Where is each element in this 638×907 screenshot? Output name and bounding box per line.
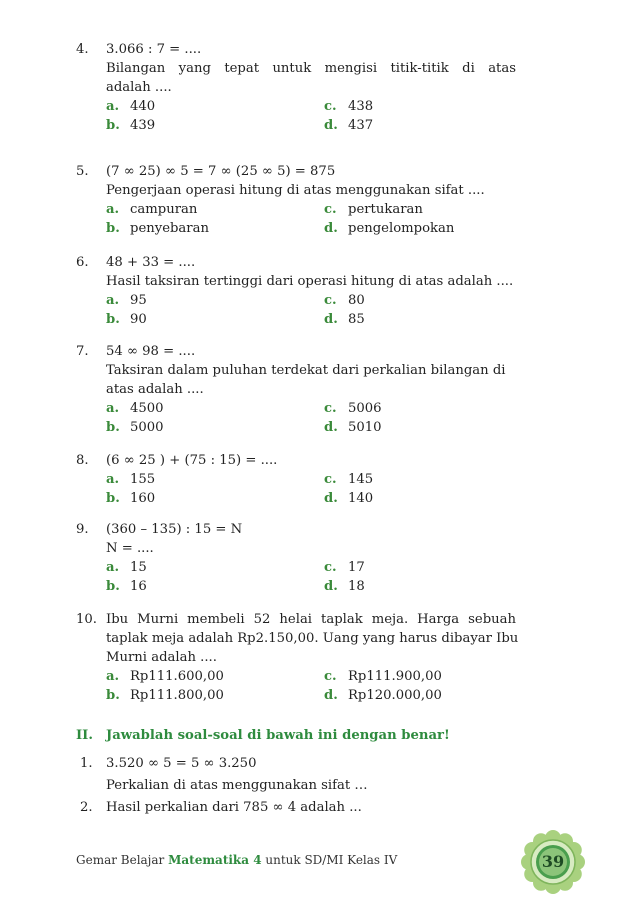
option-a: a. 95	[106, 293, 147, 308]
option-c: c. 145	[324, 472, 374, 487]
option-b: b. penyebaran	[106, 221, 209, 236]
option-c: c. 80	[324, 293, 365, 308]
question-8	[76, 451, 516, 508]
essay-text: 3.520 ∞ 5 = 5 ∞ 3.250	[106, 756, 257, 771]
question-line: Taksiran dalam puluhan terdekat dari perkalian bilangan di	[106, 363, 506, 378]
option-b: b. 16	[106, 579, 147, 594]
question-4	[76, 40, 516, 135]
options	[106, 97, 516, 135]
question-line: 48 + 33 = ....	[106, 255, 196, 270]
options	[106, 470, 516, 508]
essay-item-2	[80, 797, 510, 819]
section-heading	[76, 728, 450, 743]
question-line: (6 ∞ 25 ) + (75 : 15) = ....	[106, 453, 278, 468]
question-line: (7 ∞ 25) ∞ 5 = 7 ∞ (25 ∞ 5) = 875	[106, 164, 336, 179]
essay-number: 2.	[80, 800, 93, 815]
option-c: c. Rp111.900,00	[324, 669, 442, 684]
options	[106, 399, 516, 437]
section-number: II.	[76, 728, 93, 743]
question-number: 9.	[76, 522, 89, 537]
option-d: d. 85	[324, 312, 365, 327]
question-7	[76, 342, 516, 437]
question-number: 4.	[76, 42, 89, 57]
option-d: d. 140	[324, 491, 374, 506]
page-number: 39	[541, 852, 565, 871]
option-c: c. 5006	[324, 401, 382, 416]
option-b: b. 5000	[106, 420, 164, 435]
question-6	[76, 253, 516, 329]
option-d: d. 5010	[324, 420, 382, 435]
option-a: a. 440	[106, 99, 156, 114]
question-line: 54 ∞ 98 = ....	[106, 344, 196, 359]
options	[106, 558, 516, 596]
question-line: Hasil taksiran tertinggi dari operasi hitung di atas adalah ....	[106, 274, 514, 289]
option-d: d. pengelompokan	[324, 221, 455, 236]
option-d: d. 437	[324, 118, 374, 133]
question-line: Ibu Murni membeli 52 helai taplak meja. Harga sebuah	[106, 612, 516, 627]
question-9	[76, 520, 516, 596]
footer-subject: Matematika 4	[168, 853, 262, 867]
question-number: 5.	[76, 164, 89, 179]
option-b: b. Rp111.800,00	[106, 688, 224, 703]
question-number: 10.	[76, 612, 97, 627]
question-line: (360 – 135) : 15 = N	[106, 522, 243, 537]
question-line: Pengerjaan operasi hitung di atas menggunakan sifat ....	[106, 183, 485, 198]
question-line: Bilangan yang tepat untuk mengisi titik-titik di atas	[106, 61, 516, 76]
option-a: a. Rp111.600,00	[106, 669, 224, 684]
essay-item-1	[80, 753, 510, 797]
option-a: a. 15	[106, 560, 147, 575]
question-number: 8.	[76, 453, 89, 468]
essay-subtext: Perkalian di atas menggunakan sifat …	[106, 778, 368, 793]
section-title: Jawablah soal-soal di bawah ini dengan benar!	[106, 728, 450, 743]
option-c: c. 438	[324, 99, 374, 114]
options	[106, 200, 516, 238]
question-10	[76, 610, 519, 705]
page-number-badge	[519, 828, 587, 896]
footer-caption: Gemar Belajar Matematika 4 untuk SD/MI Kelas IV	[76, 853, 398, 867]
question-number: 6.	[76, 255, 89, 270]
options	[106, 667, 516, 705]
option-b: b. 90	[106, 312, 147, 327]
question-line: Murni adalah ....	[106, 650, 217, 665]
question-line: adalah ....	[106, 80, 172, 95]
question-number: 7.	[76, 344, 89, 359]
option-d: d. Rp120.000,00	[324, 688, 442, 703]
option-c: c. pertukaran	[324, 202, 423, 217]
option-d: d. 18	[324, 579, 365, 594]
option-c: c. 17	[324, 560, 365, 575]
option-b: b. 160	[106, 491, 156, 506]
option-a: a. 155	[106, 472, 156, 487]
essay-number: 1.	[80, 756, 93, 771]
question-line: 3.066 : 7 = ....	[106, 42, 202, 57]
options	[106, 291, 516, 329]
question-5	[76, 162, 516, 238]
question-line: N = ....	[106, 541, 154, 556]
question-line: taplak meja adalah Rp2.150,00. Uang yang harus dibayar Ibu	[106, 631, 519, 646]
option-b: b. 439	[106, 118, 156, 133]
question-line: atas adalah ....	[106, 382, 204, 397]
option-a: a. campuran	[106, 202, 198, 217]
option-a: a. 4500	[106, 401, 164, 416]
essay-text: Hasil perkalian dari 785 ∞ 4 adalah ...	[106, 800, 362, 815]
